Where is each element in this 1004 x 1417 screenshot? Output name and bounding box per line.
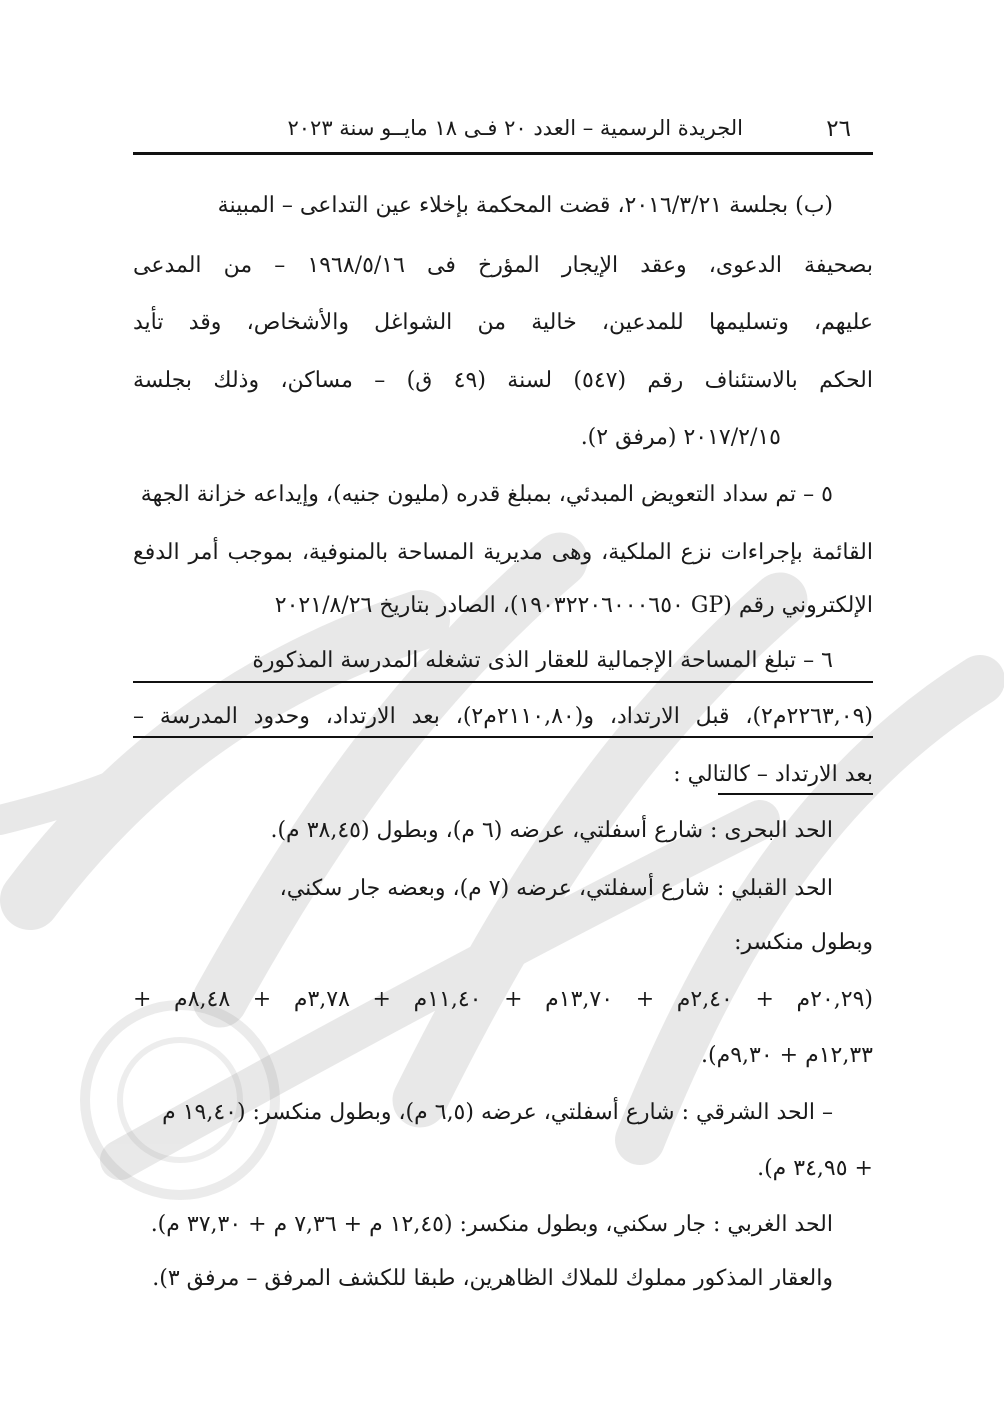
paragraph-b-line-4: الحكم بالاستئناف رقم (٥٤٧) لسنة (٤٩ ق) – مساكن، وذلك بجلسة <box>133 368 873 393</box>
paragraph-b-line-1: (ب) بجلسة ٢٠١٦/٣/٢١، قضت المحكمة بإخلاء عين التداعى – المبينة <box>217 193 833 218</box>
south-boundary-line-2: وبطول منكسر: <box>734 930 873 955</box>
item-6-line-1: ٦ – تبلغ المساحة الإجمالية للعقار الذى تشغله المدرسة المذكورة <box>252 648 833 673</box>
item-6-line-2: (٢٢٦٣,٠٩م٢)، قبل الارتداد، و(٢١١٠,٨٠م٢)، بعد الارتداد، وحدود المدرسة – <box>133 704 873 729</box>
document-body <box>133 0 873 1417</box>
underline-rule <box>133 681 873 683</box>
paragraph-b-line-5: ٢٠١٧/٢/١٥ (مرفق ٢). <box>580 425 781 450</box>
underline-rule <box>718 793 873 795</box>
ownership-note: والعقار المذكور مملوك للملاك الظاهرين، طبقا للكشف المرفق – مرفق ٣). <box>152 1266 833 1291</box>
item-5-line-2: القائمة بإجراءات نزع الملكية، وهى مديرية المساحة بالمنوفية، بموجب أمر الدفع <box>133 540 873 565</box>
north-boundary: الحد البحرى : شارع أسفلتي، عرضه (٦ م)، وبطول (٣٨,٤٥ م). <box>270 818 833 843</box>
south-boundary-line-4: ١٢,٣٣م + ٩,٣٠م). <box>701 1043 873 1068</box>
item-5-line-3: الإلكتروني رقم (GP ١٩٠٣٢٢٠٦٠٠٠٦٥٠)، الصادر بتاريخ ٢٠٢١/٨/٢٦ <box>274 593 873 618</box>
item-6-line-3: بعد الارتداد – كالتالي : <box>673 762 873 787</box>
west-boundary: الحد الغربي : جار سكني، وبطول منكسر: (١٢,٤٥ م + ٧,٣٦ م + ٣٧,٣٠ م). <box>150 1212 833 1237</box>
south-boundary-line-1: الحد القبلي : شارع أسفلتي، عرضه (٧ م)، وبعضه جار سكني، <box>279 876 833 901</box>
east-boundary-line-2: + ٣٤,٩٥ م). <box>757 1156 873 1181</box>
south-boundary-line-3: (٢٠,٢٩م + ٢,٤٠م + ١٣,٧٠م + ١١,٤٠م + ٣,٧٨م + ٨,٤٨م + <box>133 987 873 1012</box>
page-number: ٢٦ <box>826 116 851 142</box>
underline-rule <box>133 736 873 738</box>
header-title: الجريدة الرسمية – العدد ٢٠ فـى ١٨ مايــو سنة ٢٠٢٣ <box>287 116 743 140</box>
paragraph-b-line-3: عليهم، وتسليمها للمدعين، خالية من الشواغل والأشخاص، وقد تأيد <box>133 310 873 335</box>
paragraph-b-line-2: بصحيفة الدعوى، وعقد الإيجار المؤرخ فى ١٩٦٨/٥/١٦ – من المدعى <box>133 253 873 278</box>
east-boundary-line-1: – الحد الشرقي : شارع أسفلتي، عرضه (٦,٥ م)، وبطول منكسر: (١٩,٤٠ م <box>162 1100 833 1125</box>
item-5-line-1: ٥ – تم سداد التعويض المبدئي، بمبلغ قدره (مليون جنيه)، وإيداعه خزانة الجهة <box>140 482 833 507</box>
